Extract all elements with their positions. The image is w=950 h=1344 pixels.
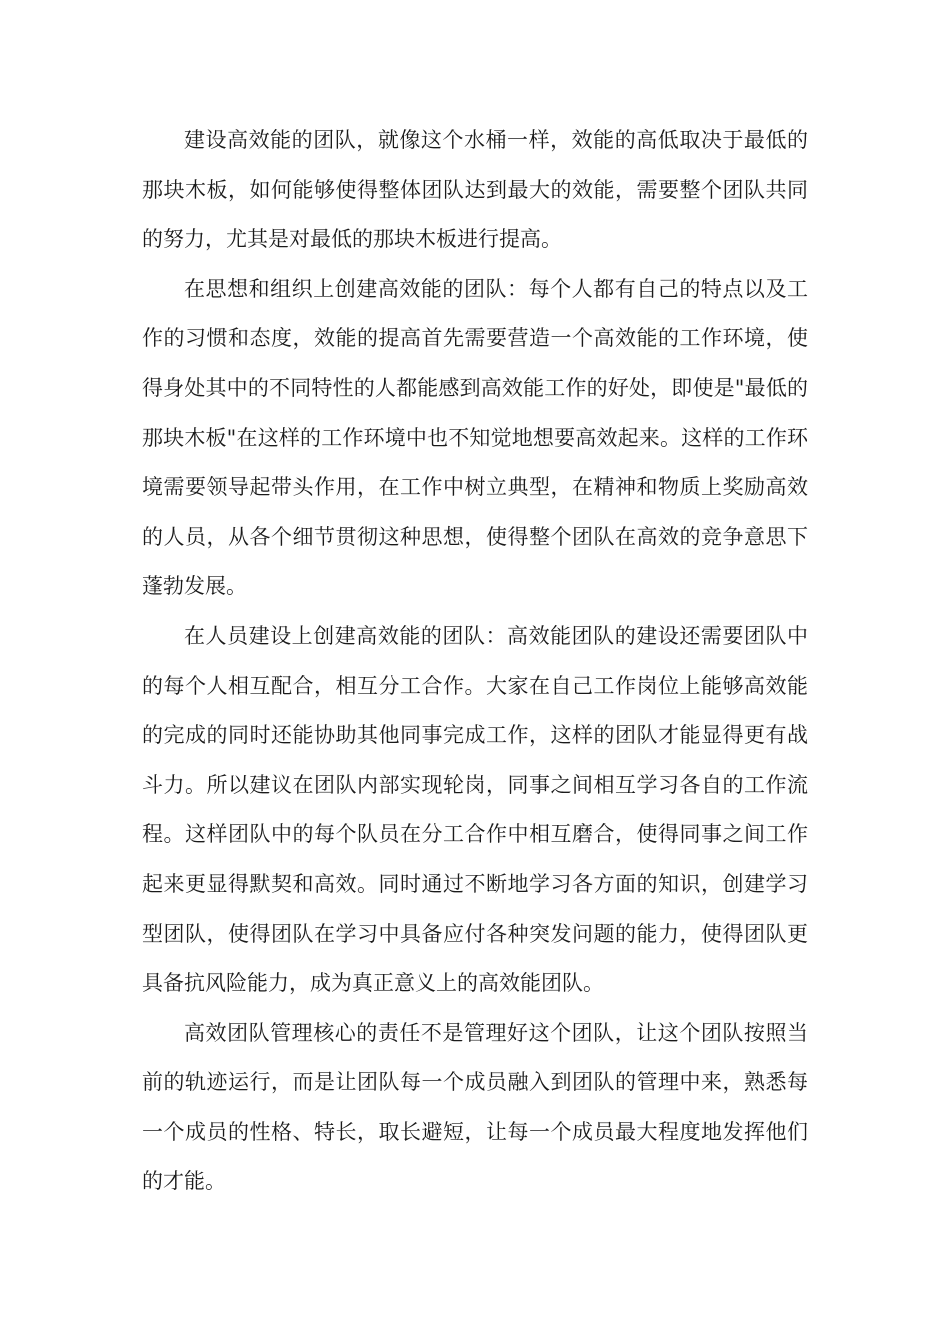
paragraph-3: 在人员建设上创建高效能的团队：高效能团队的建设还需要团队中的每个人相互配合，相互分工合作。大家在自己工作岗位上能够高效能的完成的同时还能协助其他同事完成工作，这样的团队才能显得更有战斗力。所以建议在团队内部实现轮岗，同事之间相互学习各自的工作流程。这样团队中的每个队员在分工合作中相互磨合，使得同事之间工作起来更显得默契和高效。同时通过不断地学习各方面的知识，创建学习型团队，使得团队在学习中具备应付各种突发问题的能力，使得团队更具备抗风险能力，成为真正意义上的高效能团队。 bbox=[142, 623, 808, 996]
paragraph-1: 建设高效能的团队，就像这个水桶一样，效能的高低取决于最低的那块木板，如何能够使得整体团队达到最大的效能，需要整个团队共同的努力，尤其是对最低的那块木板进行提高。 bbox=[142, 128, 808, 252]
paragraph-2: 在思想和组织上创建高效能的团队：每个人都有自己的特点以及工作的习惯和态度，效能的提高首先需要营造一个高效能的工作环境，使得身处其中的不同特性的人都能感到高效能工作的好处，即使是"最低的那块木板"在这样的工作环境中也不知觉地想要高效起来。这样的工作环境需要领导起带头作用，在工作中树立典型，在精神和物质上奖励高效的人员，从各个细节贯彻这种思想，使得整个团队在高效的竞争意思下蓬勃发展。 bbox=[142, 276, 808, 599]
paragraph-4: 高效团队管理核心的责任不是管理好这个团队，让这个团队按照当前的轨迹运行，而是让团队每一个成员融入到团队的管理中来，熟悉每一个成员的性格、特长，取长避短，让每一个成员最大程度地发挥他们的才能。 bbox=[142, 1020, 808, 1194]
